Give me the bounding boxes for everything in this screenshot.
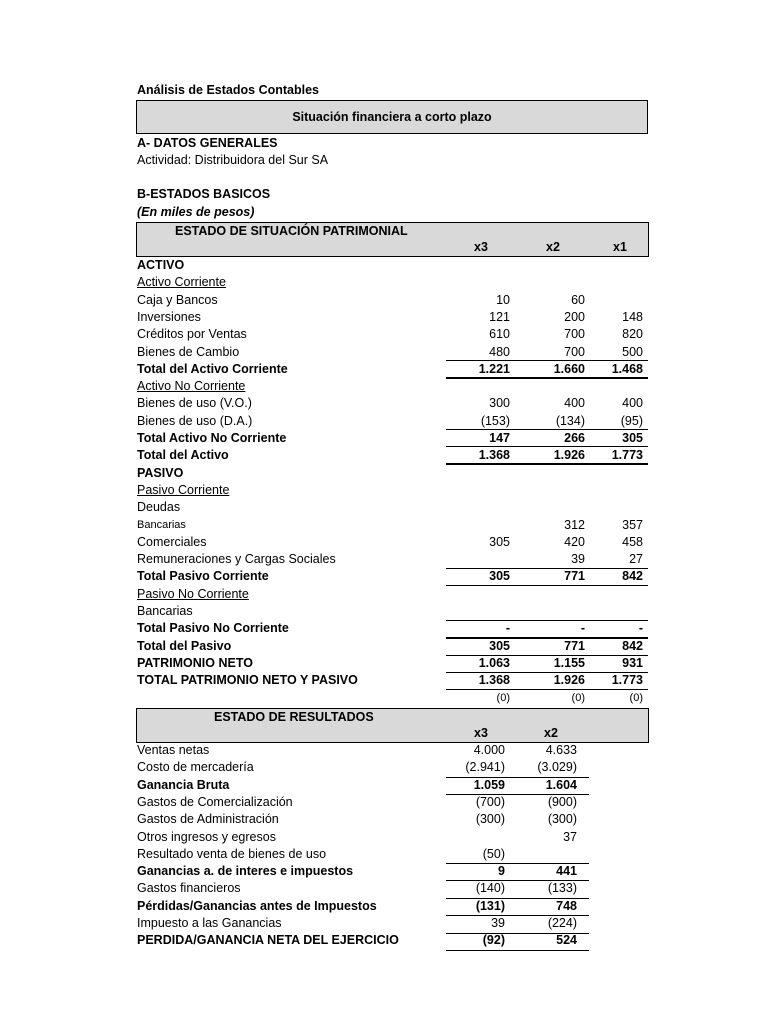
balance-cell-x2: (134) <box>555 413 585 428</box>
activity-line: Actividad: Distribuidora del Sur SA <box>137 153 329 167</box>
balance-cell-x2: 1.926 <box>553 673 585 688</box>
balance-cell-x1: 1.773 <box>611 448 643 463</box>
results-cell-x2: 37 <box>563 829 577 844</box>
results-row-label: Pérdidas/Ganancias antes de Impuestos <box>137 898 377 913</box>
balance-cell-x3: 1.063 <box>478 655 510 670</box>
results-cell-x2: 524 <box>556 933 577 948</box>
balance-cell-x1: - <box>638 621 643 636</box>
report-title-box <box>136 100 648 134</box>
results-cell-x2: 1.604 <box>545 777 577 792</box>
balance-row-label: Bienes de uso (D.A.) <box>137 413 253 428</box>
results-row-label: PERDIDA/GANANCIA NETA DEL EJERCICIO <box>137 933 399 948</box>
balance-cell-x2: 700 <box>564 344 585 359</box>
balance-cell-x3: 147 <box>489 431 510 445</box>
balance-cell-x1: 27 <box>629 552 643 567</box>
balance-cell-x3: 10 <box>496 292 510 307</box>
balance-row-label: Bancarias <box>137 518 186 531</box>
results-row-label: Ganancia Bruta <box>137 777 230 792</box>
balance-cell-x3: 305 <box>489 638 510 653</box>
balance-cell-x1: 842 <box>622 638 643 653</box>
section-a-heading: A- DATOS GENERALES <box>137 136 278 150</box>
balance-row-label: Caja y Bancos <box>137 292 218 307</box>
balance-row-label: Pasivo Corriente <box>137 482 230 497</box>
results-cell-x3: (50) <box>482 846 505 861</box>
balance-cell-x2: 266 <box>564 431 585 445</box>
balance-row-label: Activo No Corriente <box>137 379 246 394</box>
balance-cell-x2: 1.155 <box>553 655 585 670</box>
results-header-box <box>136 708 649 743</box>
results-cell-x3: 39 <box>491 916 505 930</box>
balance-cell-x3: 305 <box>489 534 510 549</box>
results-title: ESTADO DE RESULTADOS <box>214 710 374 724</box>
balance-cell-x1: 400 <box>622 396 643 411</box>
results-row-label: Costo de mercadería <box>137 760 254 775</box>
balance-cell-x2: 771 <box>564 569 585 584</box>
balance-cell-x1: 1.468 <box>611 361 643 376</box>
balance-cell-x2: 60 <box>571 292 585 307</box>
balance-row-label: Bancarias <box>137 604 193 618</box>
results-row-label: Impuesto a las Ganancias <box>137 916 282 930</box>
balance-cell-x1: 931 <box>622 655 643 670</box>
balance-cell-x1: 842 <box>622 569 643 584</box>
balance-row-label: PASIVO <box>137 465 184 480</box>
balance-cell-x2: (0) <box>571 691 585 704</box>
balance-row-label: Total del Activo Corriente <box>137 361 288 376</box>
balance-cell-x1: (0) <box>629 691 643 704</box>
balance-col-x2: x2 <box>546 240 560 254</box>
results-cell-x3: (700) <box>475 794 505 809</box>
results-col-x2: x2 <box>544 726 558 740</box>
balance-cell-x3: 1.368 <box>478 448 510 463</box>
balance-row-label: Créditos por Ventas <box>137 327 247 342</box>
balance-title: ESTADO DE SITUACIÓN PATRIMONIAL <box>175 224 408 238</box>
balance-cell-x1: 305 <box>622 431 643 445</box>
balance-cell-x3: 1.368 <box>478 673 510 688</box>
balance-cell-x1: 1.773 <box>611 673 643 688</box>
balance-cell-x2: 200 <box>564 309 585 324</box>
balance-row-label: ACTIVO <box>137 258 185 272</box>
balance-row-label: Total del Pasivo <box>137 638 232 653</box>
balance-cell-x3: (153) <box>480 413 510 428</box>
balance-cell-x1: 148 <box>622 309 643 324</box>
balance-row-label: PATRIMONIO NETO <box>137 655 253 670</box>
results-row-label: Gastos financieros <box>137 881 241 896</box>
balance-col-x3: x3 <box>474 240 488 254</box>
results-cell-x2: (133) <box>547 881 577 896</box>
balance-row-label: Inversiones <box>137 309 201 324</box>
balance-cell-x3: 300 <box>489 396 510 411</box>
results-cell-x2: 441 <box>556 864 577 879</box>
balance-row-label: Total del Activo <box>137 448 229 463</box>
results-row-label: Ventas netas <box>137 743 210 757</box>
results-cell-x3: 9 <box>498 864 505 879</box>
results-row-label: Gastos de Administración <box>137 812 279 827</box>
balance-row-label: Total Pasivo Corriente <box>137 569 269 584</box>
results-cell-x3: (131) <box>475 898 505 913</box>
report-title: Situación financiera a corto plazo <box>292 110 492 124</box>
balance-cell-x2: 700 <box>564 327 585 342</box>
balance-cell-x3: - <box>505 621 510 636</box>
balance-cell-x3: (0) <box>496 691 510 704</box>
balance-row-label: Comerciales <box>137 534 207 549</box>
balance-cell-x3: 480 <box>489 344 510 359</box>
results-col-x3: x3 <box>474 726 488 740</box>
balance-col-x1: x1 <box>613 240 627 254</box>
balance-cell-x1: 357 <box>622 517 643 532</box>
balance-cell-x2: - <box>580 621 585 636</box>
results-cell-x3: (140) <box>475 881 505 896</box>
balance-cell-x2: 1.926 <box>553 448 585 463</box>
balance-cell-x2: 39 <box>571 552 585 567</box>
balance-row-label: Deudas <box>137 500 181 515</box>
results-row-label: Gastos de Comercialización <box>137 794 293 809</box>
document-title: Análisis de Estados Contables <box>137 83 319 97</box>
balance-header-box <box>136 222 649 257</box>
results-cell-x3: (92) <box>482 933 505 948</box>
results-cell-x2: (3.029) <box>537 760 577 775</box>
balance-cell-x1: (95) <box>620 413 643 428</box>
results-cell-x3: (2.941) <box>465 760 505 775</box>
balance-cell-x2: 420 <box>564 534 585 549</box>
balance-cell-x2: 312 <box>564 517 585 532</box>
results-cell-x2: (300) <box>547 812 577 827</box>
results-cell-x2: 748 <box>556 898 577 913</box>
section-b-heading: B-ESTADOS BASICOS <box>137 187 271 201</box>
balance-cell-x3: 121 <box>489 309 510 324</box>
results-cell-x2: (224) <box>547 916 577 930</box>
balance-row-label: Total Activo No Corriente <box>137 431 287 445</box>
units-note: (En miles de pesos) <box>137 205 255 219</box>
results-row-label: Otros ingresos y egresos <box>137 829 276 844</box>
results-cell-x2: 4.633 <box>545 743 577 757</box>
results-row-label: Resultado venta de bienes de uso <box>137 846 327 861</box>
balance-cell-x1: 820 <box>622 327 643 342</box>
results-cell-x3: 4.000 <box>473 743 505 757</box>
balance-row-label: Activo Corriente <box>137 275 226 290</box>
balance-row-label: Total Pasivo No Corriente <box>137 621 289 636</box>
balance-cell-x3: 1.221 <box>478 361 510 376</box>
balance-cell-x2: 400 <box>564 396 585 411</box>
results-cell-x3: 1.059 <box>473 777 505 792</box>
balance-cell-x2: 771 <box>564 638 585 653</box>
balance-row-label: Pasivo No Corriente <box>137 586 249 601</box>
balance-cell-x3: 305 <box>489 569 510 584</box>
results-cell-x2: (900) <box>547 794 577 809</box>
balance-row-label: Remuneraciones y Cargas Sociales <box>137 552 336 567</box>
balance-row-label: TOTAL PATRIMONIO NETO Y PASIVO <box>137 673 358 688</box>
balance-row-label: Bienes de uso (V.O.) <box>137 396 252 411</box>
balance-row-label: Bienes de Cambio <box>137 344 240 359</box>
balance-cell-x1: 500 <box>622 344 643 359</box>
balance-cell-x2: 1.660 <box>553 361 585 376</box>
results-cell-x3: (300) <box>475 812 505 827</box>
balance-cell-x3: 610 <box>489 327 510 342</box>
results-row-label: Ganancias a. de interes e impuestos <box>137 864 354 879</box>
balance-cell-x1: 458 <box>622 534 643 549</box>
